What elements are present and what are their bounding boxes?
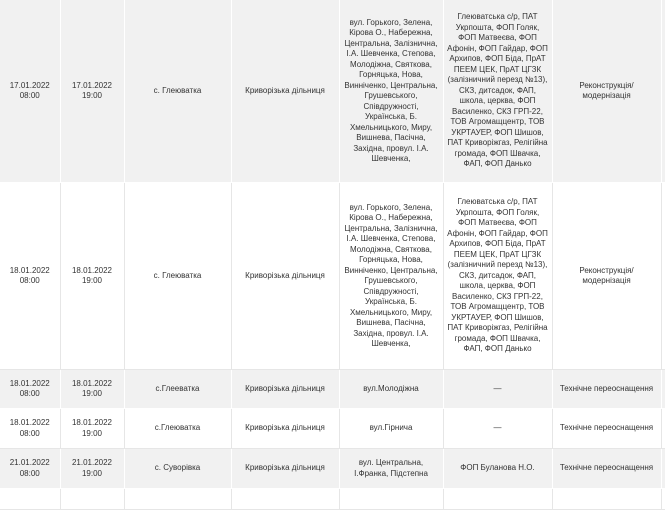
end-cell — [60, 0, 124, 183]
end-time: 19:00 — [81, 91, 103, 100]
start-time: 08:00 — [19, 468, 40, 478]
settlement-cell: с. Глеюватка — [124, 0, 231, 183]
end-date: 21.01.2022 — [71, 458, 113, 467]
table-row — [0, 0, 665, 183]
consumers-cell: — — [443, 409, 552, 449]
settlement-cell — [124, 489, 231, 510]
streets-cell: вул. Горького, Зелена, Кірова О., Набережна, Центральна, Залізнична, І.А. Шевченка, Степова, Молодіжна, Святкова, Горняцька, Нова, Винніченко, Центральна, Грушевського, Співдружності, Українська, Б. Хмельницького, Миру, Вишнева, Пасічна, Західна, провул. І.А. Шевченка, — [339, 183, 443, 370]
table-row — [0, 409, 665, 449]
start-cell — [0, 489, 60, 510]
consumers-cell: — — [443, 370, 552, 409]
end-cell — [60, 409, 124, 449]
end-date: 18.01.2022 — [71, 265, 113, 275]
start-time: 08:00 — [19, 389, 40, 398]
start-time: 08:00 — [19, 428, 40, 438]
edge-cell — [661, 183, 665, 370]
table-row — [0, 183, 665, 370]
end-cell — [60, 489, 124, 510]
table-row — [0, 449, 665, 489]
consumers-cell — [443, 489, 552, 510]
consumers-cell: Глеюватська с/р, ПАТ Укрпошта, ФОП Голяк, ФОП Матвеєва, ФОП Афонін, ФОП Гайдар, ФОП Архипов, ФОП Біда, ПрАТ ПЕЕМ ЦЕК, ПрАТ ЦГЗК (залізничний перезд №13), СКЗ, дитсадок, ФАП, школа, церква, ФОП Василенко, СКЗ ГРП-22, ТОВ Агромащцентр, ТОВ УКРТАУЕР, ФОП Шишов, ПАТ Криворіжгаз, Релігійна громада, ФОП Швачка, ФАП, ФОП Данько — [443, 0, 552, 183]
table-row — [0, 489, 665, 510]
streets-cell: вул. Горького, Зелена, Кірова О., Набережна, Центральна, Залізнична, І.А. Шевченка, Степова, Молодіжна, Святкова, Горняцька, Нова, Винніченко, Центральна, Грушевського, Співдружності, Українська, Б. Хмельницького, Миру, Вишнева, Пасічна, Західна, провул. І.А. Шевченка, — [339, 0, 443, 183]
edge-cell — [661, 370, 665, 409]
district-cell: Криворізька дільниця — [231, 409, 339, 449]
consumers-cell: ФОП Буланова Н.О. — [443, 449, 552, 489]
district-cell: Криворізька дільниця — [231, 449, 339, 489]
work-type-cell: Реконструкція/ модернізація — [552, 183, 661, 370]
settlement-cell: с.Глееватка — [124, 370, 231, 409]
start-time: 08:00 — [19, 276, 40, 285]
work-type-cell: Технічне переоснащення — [552, 449, 661, 489]
end-cell — [60, 449, 124, 489]
district-cell: Криворізька дільниця — [231, 370, 339, 409]
streets-cell: вул. Центральна, І.Франка, Підстепна — [339, 449, 443, 489]
start-date: 21.01.2022 — [9, 458, 50, 467]
start-date: 18.01.2022 — [9, 418, 50, 427]
end-time: 19:00 — [81, 428, 103, 438]
end-time: 19:00 — [81, 276, 103, 285]
start-date: 18.01.2022 — [9, 378, 50, 388]
edge-cell — [661, 449, 665, 489]
district-cell: Криворізька дільниця — [231, 0, 339, 183]
work-type-cell: Технічне переоснащення — [552, 370, 661, 409]
district-cell — [231, 489, 339, 510]
settlement-cell: с.Глеюватка — [124, 409, 231, 449]
streets-cell — [339, 489, 443, 510]
end-date: 18.01.2022 — [71, 418, 113, 427]
end-date: 17.01.2022 — [71, 80, 113, 90]
settlement-cell: с. Глеюватка — [124, 183, 231, 370]
table-row — [0, 370, 665, 409]
start-cell — [0, 409, 60, 449]
consumers-cell: Глеюватська с/р, ПАТ Укрпошта, ФОП Голяк, ФОП Матвеєва, ФОП Афонін, ФОП Гайдар, ФОП Архипов, ФОП Біда, ПрАТ ПЕЕМ ЦЕК, ПрАТ ЦГЗК (залізничний перезд №13), СКЗ, дитсадок, ФАП, школа, церква, ФОП Василенко, СКЗ ГРП-22, ТОВ Агромащцентр, ТОВ УКРТАУЕР, ФОП Шишов, ПАТ Криворіжгаз, Релігійна громада, ФОП Швачка, ФАП, ФОП Данько — [443, 183, 552, 370]
start-cell — [0, 449, 60, 489]
edge-cell — [661, 489, 665, 510]
edge-cell — [661, 409, 665, 449]
end-cell — [60, 183, 124, 370]
end-cell — [60, 370, 124, 409]
start-date: 18.01.2022 — [9, 265, 50, 275]
end-time: 19:00 — [81, 389, 103, 398]
start-cell — [0, 183, 60, 370]
work-type-cell: Технічне переоснащення — [552, 409, 661, 449]
edge-cell — [661, 0, 665, 183]
end-date: 18.01.2022 — [71, 378, 113, 388]
start-cell — [0, 0, 60, 183]
settlement-cell: с. Суворівка — [124, 449, 231, 489]
streets-cell: вул.Гірнича — [339, 409, 443, 449]
start-time: 08:00 — [19, 91, 40, 100]
work-type-cell — [552, 489, 661, 510]
work-type-cell: Реконструкція/ модернізація — [552, 0, 661, 183]
start-date: 17.01.2022 — [9, 80, 50, 90]
district-cell: Криворізька дільниця — [231, 183, 339, 370]
end-time: 19:00 — [81, 468, 103, 478]
start-cell — [0, 370, 60, 409]
streets-cell: вул.Молодіжна — [339, 370, 443, 409]
